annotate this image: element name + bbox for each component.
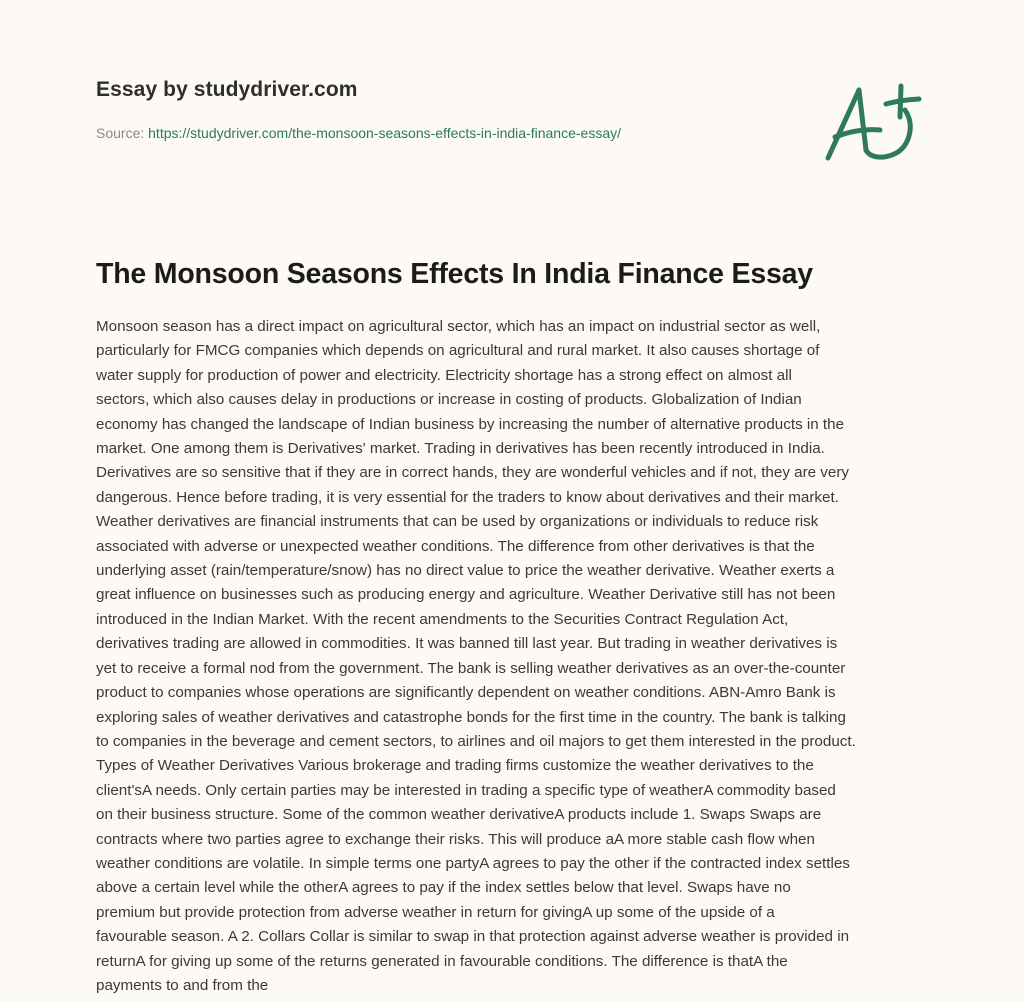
essay-line: on their business structure. Some of the common weather derivativeA products include 1. Swaps Swaps are xyxy=(96,806,822,824)
essay-line: derivatives trading are allowed in commodities. It was banned till last year. But trading in weather derivatives is xyxy=(96,635,838,653)
source-label: Source: xyxy=(96,125,145,141)
page-title: The Monsoon Seasons Effects In India Finance Essay xyxy=(96,258,813,290)
essay-line: payments to and from the xyxy=(96,976,269,994)
essay-line: above a certain level while the otherA agrees to pay if the index settles below that level. Swaps have no xyxy=(96,879,791,897)
essay-line: yet to receive a formal nod from the government. The bank is selling weather derivatives as an over-the-counter xyxy=(96,659,846,677)
site-header xyxy=(96,76,796,142)
source-link[interactable]: https://studydriver.com/the-monsoon-seasons-effects-in-india-finance-essay/ xyxy=(148,125,621,141)
essay-line: dangerous. Hence before trading, it is very essential for the traders to know about derivatives and their market. xyxy=(96,488,839,506)
essay-line: product to companies whose operations are significantly dependent on weather conditions. ABN-Amro Bank is xyxy=(96,684,836,702)
essay-line: associated with adverse or unexpected weather conditions. The difference from other derivatives is that the xyxy=(96,537,815,555)
essay-line: contracts where two parties agree to exchange their risks. This will produce aA more stable cash flow when xyxy=(96,830,815,848)
essay-line: premium but provide protection from adverse weather in return for givingA up some of the upside of a xyxy=(96,903,775,921)
essay-body xyxy=(96,315,936,998)
essay-line: economy has changed the landscape of Indian business by increasing the number of alternative products in the xyxy=(96,415,845,433)
essay-line: sectors, which also causes delay in productions or increase in costing of products. Globalization of Indian xyxy=(96,391,802,409)
essay-line: introduced in the Indian Market. With the recent amendments to the Securities Contract Regulation Act, xyxy=(96,610,789,628)
essay-line: particularly for FMCG companies which depends on agricultural and rural market. It also causes shortage of xyxy=(96,342,820,360)
essay-line: water supply for production of power and electricity. Electricity shortage has a strong effect on almost all xyxy=(96,366,792,384)
essay-line: to companies in the beverage and cement sectors, to airlines and oil majors to get them interested in the product. xyxy=(96,732,856,750)
essay-line: Weather derivatives are financial instruments that can be used by organizations or individuals to reduce risk xyxy=(96,513,819,531)
essay-line: returnA for giving up some of the returns generated in favourable conditions. The difference is thatA the xyxy=(96,952,788,970)
essay-line: Types of Weather Derivatives Various brokerage and trading firms customize the weather derivatives to the xyxy=(96,757,814,775)
essay-line: favourable season. A 2. Collars Collar is similar to swap in that protection against adverse weather is provided in xyxy=(96,928,850,946)
essay-line: exploring sales of weather derivatives and catastrophe bonds for the first time in the country. The bank is talking xyxy=(96,708,846,726)
essay-line: underlying asset (rain/temperature/snow) has no direct value to price the weather derivative. Weather exerts a xyxy=(96,562,835,580)
essay-line: great influence on businesses such as producing energy and agriculture. Weather Derivative still has not been xyxy=(96,586,836,604)
essay-line: client'sA needs. Only certain parties may be interested in trading a specific type of weatherA commodity based xyxy=(96,781,836,799)
brand-title: Essay by studydriver.com xyxy=(96,78,358,101)
source-line xyxy=(96,124,796,142)
a-plus-grade-icon xyxy=(818,70,938,170)
essay-line: weather conditions are volatile. In simple terms one partyA agrees to pay the other if the contracted index settles xyxy=(96,854,850,872)
essay-line: Derivatives are so sensitive that if they are in correct hands, they are wonderful vehicles and if not, they are very xyxy=(96,464,849,482)
essay-line: market. One among them is Derivatives' market. Trading in derivatives has been recently introduced in India. xyxy=(96,440,825,458)
essay-line: Monsoon season has a direct impact on agricultural sector, which has an impact on industrial sector as well, xyxy=(96,318,821,335)
